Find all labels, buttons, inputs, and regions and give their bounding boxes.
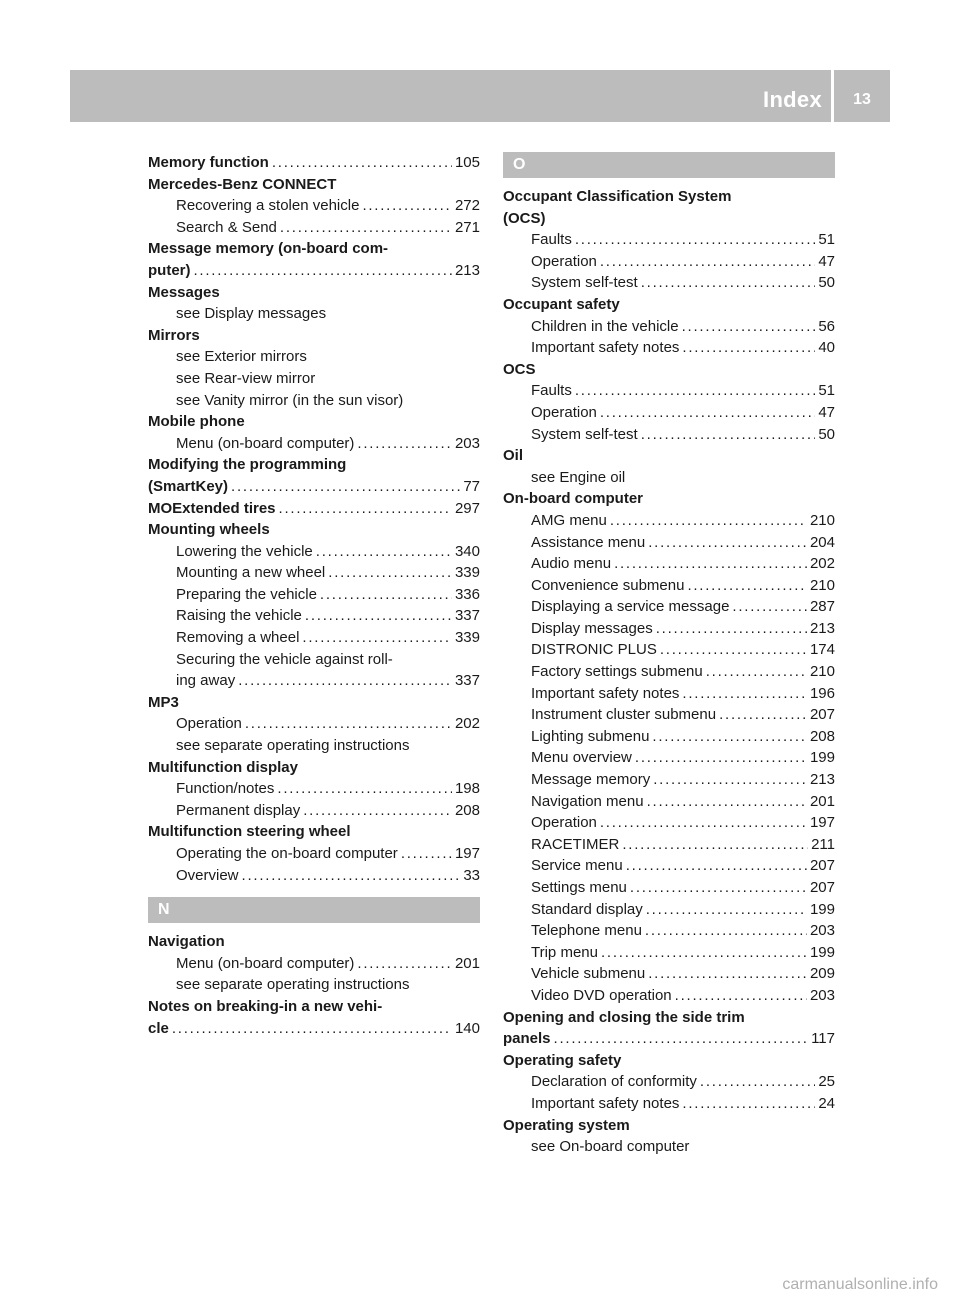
entry-label: Navigation menu xyxy=(531,792,644,810)
page-reference: 337 xyxy=(454,672,480,690)
index-subentry xyxy=(503,747,835,769)
entry-label: Important safety notes xyxy=(531,684,680,702)
page-reference: 202 xyxy=(809,555,835,573)
page-reference: 105 xyxy=(454,154,480,171)
index-subentry xyxy=(503,510,835,532)
dot-leader xyxy=(362,195,452,217)
dot-leader xyxy=(660,639,807,661)
entry-label: Search & Send xyxy=(176,218,277,236)
entry-label: Trip menu xyxy=(531,943,598,961)
index-subentry xyxy=(503,575,835,597)
page-reference: 297 xyxy=(454,499,480,517)
entry-label: Settings menu xyxy=(531,879,627,896)
dot-leader xyxy=(647,791,807,813)
page-reference: 77 xyxy=(463,477,480,495)
index-heading: Messages xyxy=(148,283,220,301)
page-reference: 213 xyxy=(809,771,835,789)
entry-label: Faults xyxy=(531,231,572,249)
index-subentry: see Rear-view mirror xyxy=(176,369,316,387)
index-subentry xyxy=(503,812,835,834)
index-subentry xyxy=(503,380,835,402)
index-subentry xyxy=(503,553,835,575)
dot-leader xyxy=(646,899,807,921)
dot-leader xyxy=(357,953,452,975)
index-subentry: see separate operating instructions xyxy=(176,737,410,755)
page-reference: 208 xyxy=(809,727,835,745)
page-reference: 213 xyxy=(454,261,480,279)
dot-leader xyxy=(357,433,452,455)
dot-leader xyxy=(303,800,452,822)
dot-leader xyxy=(630,877,807,899)
index-subentry xyxy=(503,791,835,813)
page-reference: 196 xyxy=(809,684,835,702)
dot-leader xyxy=(652,726,807,748)
index-subentry xyxy=(503,704,835,726)
index-subentry xyxy=(503,683,835,705)
page-reference: 198 xyxy=(454,780,480,798)
dot-leader xyxy=(682,683,807,705)
dot-leader xyxy=(682,337,815,359)
index-subentry xyxy=(503,272,835,294)
entry-label: Display messages xyxy=(531,619,653,637)
index-heading: On-board computer xyxy=(503,490,644,508)
page-reference: 199 xyxy=(809,943,835,961)
entry-label: Function/notes xyxy=(176,780,275,798)
index-subentry xyxy=(148,865,480,887)
entry-label: Recovering a stolen vehicle xyxy=(176,197,360,215)
dot-leader xyxy=(245,713,452,735)
dot-leader xyxy=(732,596,807,618)
index-heading: Mirrors xyxy=(148,326,200,344)
page-reference: 204 xyxy=(809,533,835,551)
dot-leader xyxy=(272,152,452,174)
page-reference: 201 xyxy=(454,954,480,972)
index-subentry xyxy=(503,942,835,964)
page-reference: 203 xyxy=(809,922,835,940)
dot-leader xyxy=(600,402,815,424)
index-subentry xyxy=(503,920,835,942)
dot-leader xyxy=(302,627,452,649)
index-heading: Mounting wheels xyxy=(148,521,270,539)
entry-label: Factory settings submenu xyxy=(531,663,703,681)
dot-leader xyxy=(401,843,452,865)
entry-label: Raising the vehicle xyxy=(176,607,302,625)
entry-label: Menu (on-board computer) xyxy=(176,434,355,452)
page-reference: 209 xyxy=(809,965,835,983)
entry-label: Assistance menu xyxy=(531,533,646,551)
dot-leader xyxy=(645,920,807,942)
page-reference: 47 xyxy=(818,403,835,421)
index-letter-heading: N xyxy=(148,897,480,923)
dot-leader xyxy=(610,510,807,532)
page-reference: 202 xyxy=(454,715,480,733)
index-heading: MP3 xyxy=(148,693,179,711)
page-reference: 40 xyxy=(818,339,835,357)
index-entry xyxy=(503,1028,835,1050)
index-subentry xyxy=(503,251,835,273)
page-reference: 203 xyxy=(454,434,480,452)
index-subentry xyxy=(503,661,835,683)
index-column-left xyxy=(148,152,480,1039)
index-subentry: see Engine oil xyxy=(531,468,626,486)
index-subentry: see On-board computer xyxy=(531,1138,690,1156)
index-subentry xyxy=(503,424,835,446)
dot-leader xyxy=(328,562,452,584)
index-subentry: Securing the vehicle against roll- xyxy=(176,650,393,668)
entry-label: Operation xyxy=(531,252,597,270)
section-title: Index xyxy=(763,87,822,112)
dot-leader xyxy=(648,963,807,985)
index-entry xyxy=(148,498,480,520)
page-reference: 50 xyxy=(818,274,835,292)
index-subentry xyxy=(503,402,835,424)
dot-leader xyxy=(277,778,452,800)
index-subentry xyxy=(503,877,835,899)
page-reference: 210 xyxy=(809,576,835,594)
dot-leader xyxy=(635,747,807,769)
dot-leader xyxy=(242,865,461,887)
dot-leader xyxy=(600,812,807,834)
entry-label: Video DVD operation xyxy=(531,986,672,1004)
index-subentry xyxy=(148,670,480,692)
dot-leader xyxy=(601,942,807,964)
entry-label: Mounting a new wheel xyxy=(176,564,326,582)
page-reference: 208 xyxy=(454,801,480,819)
index-subentry xyxy=(503,1071,835,1093)
index-subentry xyxy=(148,541,480,563)
page-reference: 51 xyxy=(818,382,835,400)
dot-leader xyxy=(648,532,807,554)
entry-label: AMG menu xyxy=(531,511,607,529)
entry-label: DISTRONIC PLUS xyxy=(531,641,657,659)
index-subentry xyxy=(503,618,835,640)
page-reference: 207 xyxy=(809,879,835,896)
page-reference: 211 xyxy=(811,835,835,853)
index-letter-heading: O xyxy=(503,152,835,178)
entry-label: Children in the vehicle xyxy=(531,317,679,335)
index-subentry xyxy=(503,963,835,985)
index-entry xyxy=(148,260,480,282)
page-number: 13 xyxy=(853,91,871,108)
index-entry xyxy=(148,476,480,498)
index-entry xyxy=(148,1018,480,1040)
entry-label: ing away xyxy=(176,672,236,690)
dot-leader xyxy=(575,380,815,402)
entry-label: Menu overview xyxy=(531,749,632,767)
page-reference: 340 xyxy=(454,542,480,560)
entry-label: Removing a wheel xyxy=(176,629,300,647)
entry-label: Preparing the vehicle xyxy=(176,585,317,603)
index-heading: Operating safety xyxy=(503,1051,622,1069)
index-subentry xyxy=(148,713,480,735)
page-reference: 207 xyxy=(809,706,835,724)
dot-leader xyxy=(305,605,452,627)
index-heading: Message memory (on-board com- xyxy=(148,240,389,258)
entry-label: Declaration of conformity xyxy=(531,1073,697,1091)
page-reference: 339 xyxy=(454,564,480,582)
page-reference: 140 xyxy=(454,1019,480,1037)
dot-leader xyxy=(656,618,807,640)
entry-label: Memory function xyxy=(148,154,269,171)
entry-label: Message memory xyxy=(531,771,651,789)
dot-leader xyxy=(700,1071,815,1093)
dot-leader xyxy=(682,316,816,338)
page-reference: 336 xyxy=(454,585,480,603)
entry-label: Lowering the vehicle xyxy=(176,542,313,560)
dot-leader xyxy=(614,553,807,575)
dot-leader xyxy=(682,1093,815,1115)
entry-label: Important safety notes xyxy=(531,339,680,357)
page-reference: 201 xyxy=(809,792,835,810)
entry-label: Operation xyxy=(531,814,597,832)
page-reference: 337 xyxy=(454,607,480,625)
index-subentry xyxy=(148,562,480,584)
page-reference: 272 xyxy=(454,197,480,215)
entry-label: panels xyxy=(503,1030,551,1048)
entry-label: Operation xyxy=(531,403,597,421)
page-reference: 47 xyxy=(818,252,835,270)
dot-leader xyxy=(706,661,807,683)
index-heading: Opening and closing the side trim xyxy=(503,1008,745,1026)
page-reference: 199 xyxy=(809,900,835,918)
entry-label: Audio menu xyxy=(531,555,612,573)
page-reference: 339 xyxy=(454,629,480,647)
index-column-right xyxy=(503,152,835,1158)
page-reference: 203 xyxy=(809,986,835,1004)
index-subentry xyxy=(503,769,835,791)
dot-leader xyxy=(641,272,816,294)
entry-label: Operating the on-board computer xyxy=(176,845,398,862)
dot-leader xyxy=(320,584,452,606)
index-subentry xyxy=(148,433,480,455)
index-subentry xyxy=(148,584,480,606)
page-reference: 117 xyxy=(811,1030,835,1048)
dot-leader xyxy=(641,424,816,446)
page-reference: 174 xyxy=(809,641,835,659)
entry-label: System self-test xyxy=(531,425,638,443)
entry-label: Permanent display xyxy=(176,801,301,819)
page-reference: 197 xyxy=(454,845,480,862)
entry-label: Service menu xyxy=(531,857,623,875)
entry-label: Operation xyxy=(176,715,242,733)
page-reference: 207 xyxy=(809,857,835,875)
entry-label: Faults xyxy=(531,382,572,400)
index-subentry xyxy=(148,953,480,975)
index-heading: Multifunction steering wheel xyxy=(148,823,351,841)
entry-label: cle xyxy=(148,1019,169,1037)
index-heading: Operating system xyxy=(503,1116,630,1134)
entry-label: Important safety notes xyxy=(531,1094,680,1112)
dot-leader xyxy=(280,217,452,239)
dot-leader xyxy=(238,670,452,692)
dot-leader xyxy=(687,575,807,597)
dot-leader xyxy=(675,985,807,1007)
entry-label: Lighting submenu xyxy=(531,727,650,745)
index-subentry xyxy=(503,532,835,554)
entry-label: System self-test xyxy=(531,274,638,292)
page-reference: 213 xyxy=(809,619,835,637)
entry-label: RACETIMER xyxy=(531,835,620,853)
page-reference: 271 xyxy=(454,218,480,236)
page-reference: 56 xyxy=(818,317,835,335)
index-subentry xyxy=(148,217,480,239)
page-reference: 33 xyxy=(463,866,480,884)
index-heading: OCS xyxy=(503,360,536,378)
index-subentry xyxy=(148,627,480,649)
dot-leader xyxy=(626,855,807,877)
index-heading: Mercedes-Benz CONNECT xyxy=(148,175,337,193)
dot-leader xyxy=(231,476,460,498)
entry-label: Instrument cluster submenu xyxy=(531,706,717,724)
index-subentry xyxy=(503,1093,835,1115)
page-reference: 210 xyxy=(809,663,835,681)
dot-leader xyxy=(653,769,807,791)
index-subentry: see Exterior mirrors xyxy=(176,348,307,366)
index-subentry xyxy=(503,639,835,661)
dot-leader xyxy=(316,541,452,563)
page-reference: 25 xyxy=(818,1073,835,1091)
dot-leader xyxy=(719,704,807,726)
dot-leader xyxy=(600,251,815,273)
page-reference: 210 xyxy=(809,511,835,529)
index-subentry xyxy=(503,834,835,856)
dot-leader xyxy=(622,834,808,856)
index-heading: Mobile phone xyxy=(148,413,245,431)
entry-label: Displaying a service message xyxy=(531,598,730,616)
dot-leader xyxy=(554,1028,809,1050)
index-subentry xyxy=(503,855,835,877)
index-heading: (OCS) xyxy=(503,209,546,227)
dot-leader xyxy=(279,498,452,520)
index-heading: Occupant safety xyxy=(503,295,620,313)
entry-label: MOExtended tires xyxy=(148,499,276,517)
page-reference: 197 xyxy=(809,814,835,832)
index-subentry xyxy=(503,596,835,618)
index-subentry xyxy=(148,800,480,822)
index-heading: Notes on breaking-in a new vehi- xyxy=(148,997,383,1015)
entry-label: Vehicle submenu xyxy=(531,965,646,983)
index-heading: Modifying the programming xyxy=(148,456,347,474)
entry-label: Telephone menu xyxy=(531,922,642,940)
watermark: carmanualsonline.info xyxy=(782,1276,938,1293)
index-subentry xyxy=(503,726,835,748)
index-subentry xyxy=(503,985,835,1007)
dot-leader xyxy=(194,260,452,282)
index-subentry xyxy=(503,899,835,921)
entry-label: (SmartKey) xyxy=(148,477,229,495)
page-reference: 51 xyxy=(818,231,835,249)
index-subentry: see Vanity mirror (in the sun visor) xyxy=(176,391,404,409)
index-subentry: see separate operating instructions xyxy=(176,976,410,994)
header-bar xyxy=(70,70,890,122)
index-heading: Oil xyxy=(503,447,524,465)
index-subentry: see Display messages xyxy=(176,305,327,323)
index-subentry xyxy=(148,195,480,217)
index-heading: Occupant Classification System xyxy=(503,188,732,205)
index-subentry xyxy=(503,229,835,251)
entry-label: Menu (on-board computer) xyxy=(176,954,355,972)
entry-label: Convenience submenu xyxy=(531,576,685,594)
index-heading: Navigation xyxy=(148,933,225,951)
dot-leader xyxy=(575,229,815,251)
page-reference: 24 xyxy=(818,1094,835,1112)
dot-leader xyxy=(172,1018,452,1040)
page-reference: 50 xyxy=(818,425,835,443)
entry-label: Standard display xyxy=(531,900,643,918)
entry-label: puter) xyxy=(148,261,191,279)
index-subentry xyxy=(503,316,835,338)
index-subentry xyxy=(148,605,480,627)
index-subentry xyxy=(503,337,835,359)
page-reference: 199 xyxy=(809,749,835,767)
index-entry xyxy=(148,152,480,174)
index-subentry xyxy=(148,778,480,800)
entry-label: Overview xyxy=(176,866,239,884)
index-heading: Multifunction display xyxy=(148,758,298,776)
index-subentry xyxy=(148,843,480,865)
page-reference: 287 xyxy=(809,598,835,616)
